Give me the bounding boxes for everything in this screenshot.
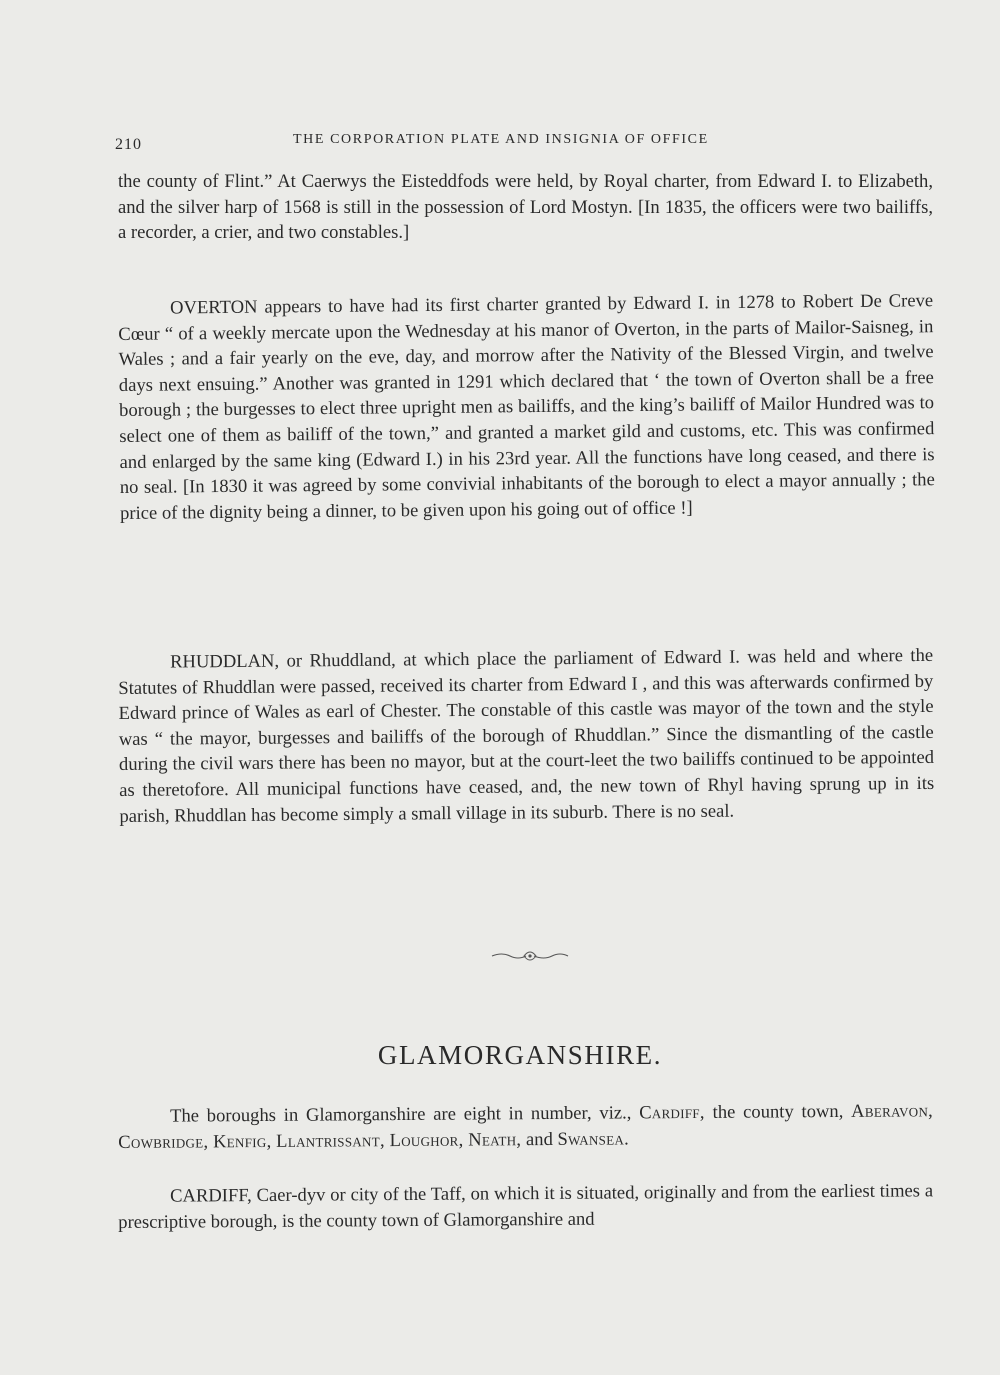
borough-kenfig: Kenfig, [212,1130,272,1152]
ornament-icon [490,946,570,966]
page-header [115,128,935,158]
borough-neath: Neath, [468,1128,522,1151]
borough-loughor: Loughor, [389,1129,464,1151]
borough-cardiff: Cardiff, [639,1101,705,1124]
overton-paragraph [118,288,935,526]
cardiff-text: CARDIFF, Caer-dyv or city of the Taff, on which it is situated, originally and from the earliest times a prescriptive borough, is the county town of Glamorganshire and [118,1180,934,1233]
borough-swansea: Swansea. [557,1128,630,1150]
section-heading: GLAMORGANSHIRE. [377,1040,663,1070]
cardiff-note: the county town, [712,1100,844,1123]
page-number: 210 [115,136,142,153]
borough-cowbridge: Cowbridge, [118,1130,209,1153]
boroughs-paragraph [118,1098,933,1155]
rhuddlan-paragraph [118,643,935,829]
running-head: THE CORPORATION PLATE AND INSIGNIA OF OFFICE [293,132,709,147]
rhuddlan-text: RHUDDLAN, or Rhuddland, at which place the parliament of Edward I. was held and where the Statutes of Rhuddlan were passed, received its charter from Edward I , and this was afterwards confirmed by Edward prince of Wales as earl of Chester. The constable of this castle was mayor of the town and the style was “ the mayor, burgesses and bailiffs of the borough of Rhuddlan.” Since the dismantling of the castle during the civil wars there has been no mayor, but at the court-leet the two bailiffs continued to be appointed as theretofore. All municipal functions have ceased, and, the new town of Rhyl having sprung up in its parish, Rhuddlan has become simply a small village in its suburb. There is no seal. [118,644,935,827]
borough-llantrissant: Llantrissant, [276,1129,385,1152]
flint-text: the county of Flint.” At Caerwys the Eisteddfods were held, by Royal charter, from Edward I. to Elizabeth, and the silver harp of 1568 is still in the possession of Lord Mostyn. [In 1835, the officers were two bailiffs, a recorder, a crier, and two constables.] [118,171,933,244]
and-word: and [525,1128,553,1150]
overton-text: OVERTON appears to have had its first charter granted by Edward I. in 1278 to Robert De Creve Cœur “ of a weekly mercate upon the Wednesday at his manor of Overton, in the parts of Mailor-Saisneg, in Wales ; and a fair yearly on the eve, day, and morrow after the Nativity of the Blessed Virgin, and twelve days next ensuing.” Another was granted in 1291 which declared that ‘ the town of Overton shall be a free borough ; the burgesses to elect three upright men as bailiffs, and the king’s bailiff of Mailor Hundred was to select one of them as bailiff of the town,” and granted a market gild and customs, etc. This was confirmed and enlarged by the same king (Edward I.) in his 23rd year. All the functions have long ceased, and there is no seal. [In 1830 it was agreed by some convivial inhabitants of the borough to elect a mayor annually ; the price of the dignity being a dinner, to be given upon his going out of office !] [118,290,935,524]
borough-aberavon: Aberavon, [851,1100,934,1122]
flint-paragraph [118,169,933,246]
boroughs-intro: The boroughs in Glamorganshire are eight in number, viz., [170,1102,632,1127]
boroughs-text [118,1098,933,1155]
cardiff-paragraph [118,1178,933,1235]
